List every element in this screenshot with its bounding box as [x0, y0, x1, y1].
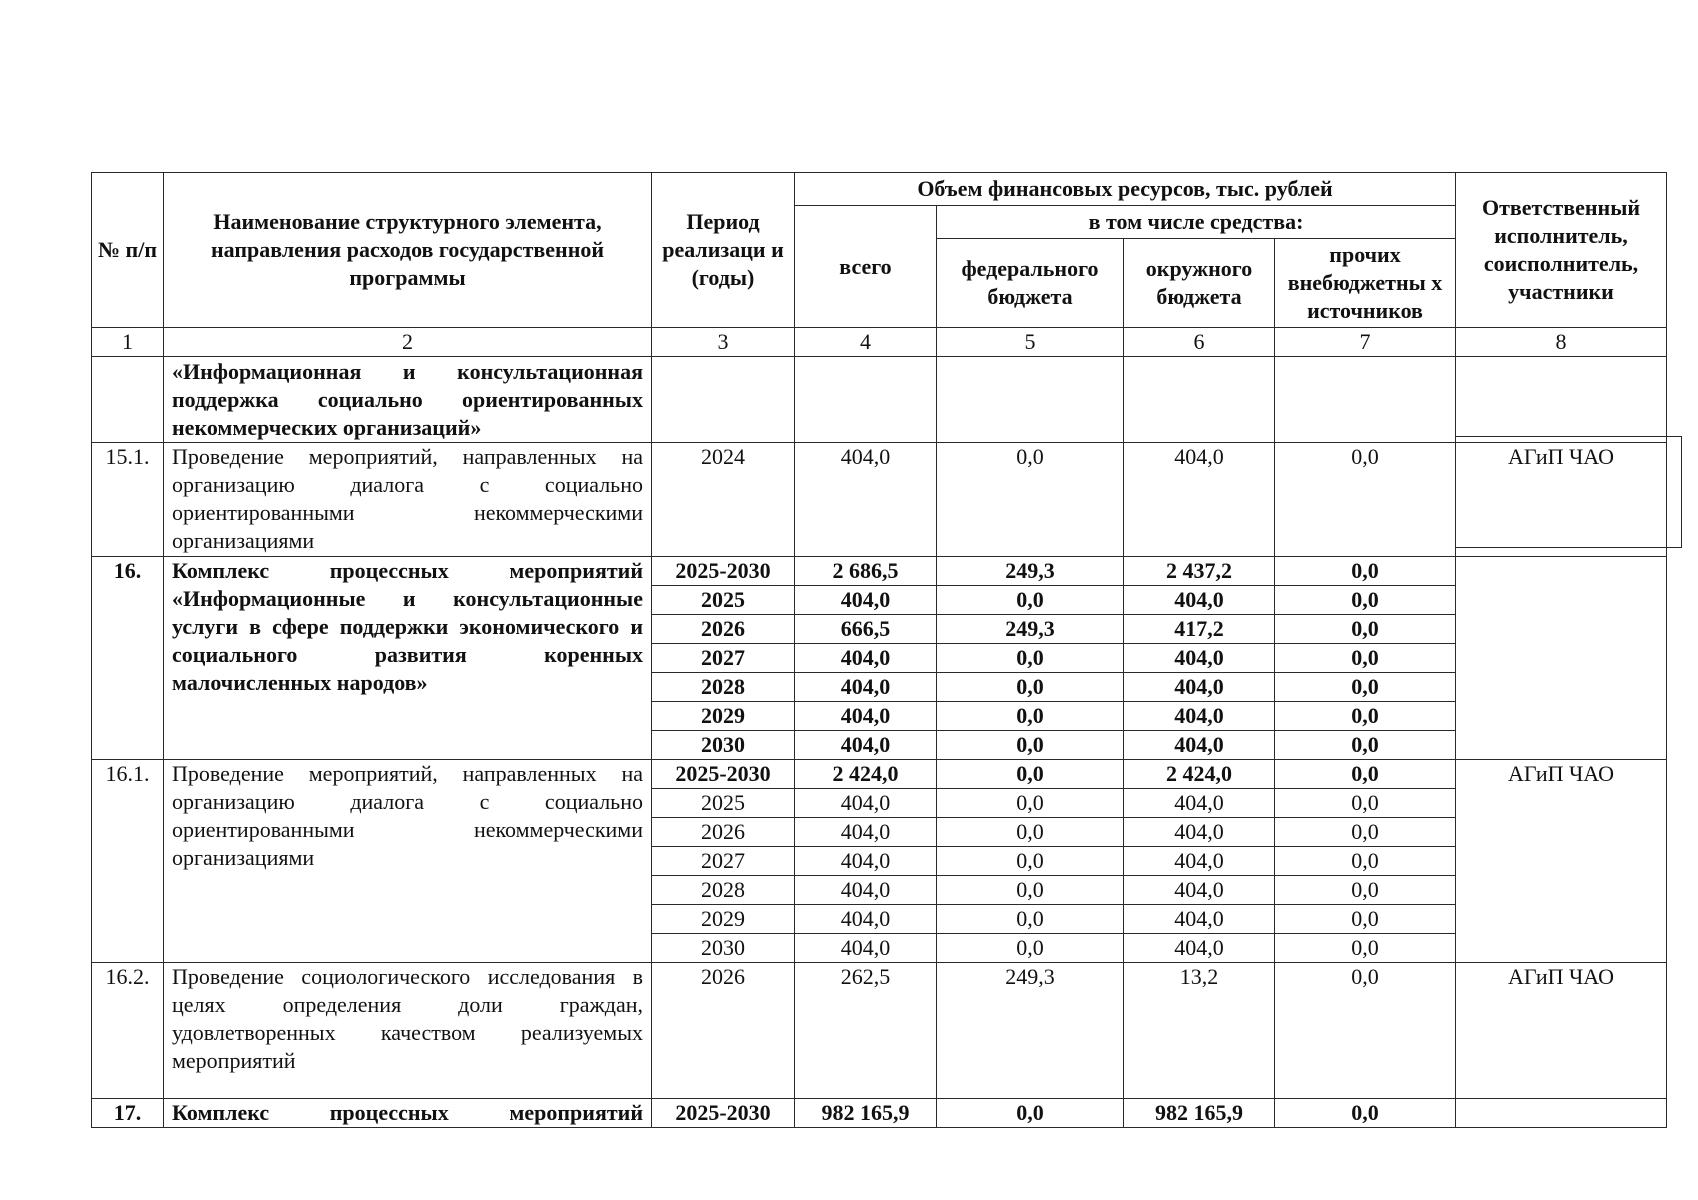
period-cell: 2025-2030	[652, 760, 795, 789]
measure-name: Проведение социологического исследования в целях определения доли граждан, удовлетворенных качеством реализуемых мероприятий	[164, 963, 652, 1099]
row-number: 17.	[92, 1099, 164, 1128]
responsible-cell: АГиП ЧАО	[1456, 443, 1667, 557]
period-cell: 2025-2030	[652, 1099, 795, 1128]
program-title: «Информационная и консультационная поддержка социально ориентированных некоммерческих организаций»	[164, 357, 652, 443]
okrug-cell: 2 437,2	[1124, 557, 1275, 586]
table-row	[92, 1099, 1667, 1128]
okrug-cell: 404,0	[1124, 644, 1275, 673]
federal-cell: 249,3	[937, 615, 1124, 644]
okrug-cell: 982 165,9	[1124, 1099, 1275, 1128]
federal-cell: 249,3	[937, 557, 1124, 586]
column-number: 1	[92, 328, 164, 357]
okrug-cell: 404,0	[1124, 876, 1275, 905]
table-row	[92, 443, 1667, 557]
row-number: 15.1.	[92, 443, 164, 557]
total-cell: 404,0	[795, 731, 937, 760]
federal-cell: 0,0	[937, 934, 1124, 963]
other-cell: 0,0	[1275, 731, 1456, 760]
responsible-cell: АГиП ЧАО	[1456, 963, 1667, 1099]
table-row	[92, 557, 1667, 586]
other-cell: 0,0	[1275, 673, 1456, 702]
period-cell: 2026	[652, 818, 795, 847]
column-number: 5	[937, 328, 1124, 357]
column-number: 6	[1124, 328, 1275, 357]
total-cell: 262,5	[795, 963, 937, 1099]
period-cell: 2030	[652, 934, 795, 963]
federal-cell: 0,0	[937, 443, 1124, 557]
total-cell: 2 424,0	[795, 760, 937, 789]
total-cell: 666,5	[795, 615, 937, 644]
budget-table	[91, 172, 1667, 1128]
federal-cell: 0,0	[937, 673, 1124, 702]
other-cell: 0,0	[1275, 702, 1456, 731]
total-cell: 404,0	[795, 876, 937, 905]
period-cell: 2030	[652, 731, 795, 760]
okrug-cell: 13,2	[1124, 963, 1275, 1099]
column-number: 8	[1456, 328, 1667, 357]
total-cell: 404,0	[795, 673, 937, 702]
table-row	[92, 760, 1667, 789]
complex-name: Комплекс процессных мероприятий	[164, 1099, 652, 1128]
other-cell: 0,0	[1275, 789, 1456, 818]
other-cell: 0,0	[1275, 847, 1456, 876]
header-period: Период реализаци и (годы)	[652, 173, 795, 328]
total-cell: 404,0	[795, 789, 937, 818]
period-cell: 2025	[652, 789, 795, 818]
other-cell: 0,0	[1275, 615, 1456, 644]
okrug-cell: 404,0	[1124, 905, 1275, 934]
total-cell: 404,0	[795, 818, 937, 847]
other-cell: 0,0	[1275, 586, 1456, 615]
period-cell: 2029	[652, 905, 795, 934]
period-cell: 2028	[652, 876, 795, 905]
row-number: 16.2.	[92, 963, 164, 1099]
period-cell: 2026	[652, 615, 795, 644]
total-cell: 404,0	[795, 586, 937, 615]
period-cell: 2027	[652, 644, 795, 673]
total-cell: 404,0	[795, 934, 937, 963]
total-cell: 2 686,5	[795, 557, 937, 586]
other-cell: 0,0	[1275, 644, 1456, 673]
column-number: 3	[652, 328, 795, 357]
federal-cell: 0,0	[937, 818, 1124, 847]
federal-cell: 0,0	[937, 586, 1124, 615]
measure-name: Проведение мероприятий, направленных на организацию диалога с социально ориентированными некоммерческими организациями	[164, 760, 652, 963]
other-cell: 0,0	[1275, 443, 1456, 557]
period-cell: 2025	[652, 586, 795, 615]
header-including: в том числе средства:	[937, 206, 1456, 239]
header-responsible: Ответственный исполнитель, соисполнитель, участники	[1456, 173, 1667, 328]
period-cell: 2028	[652, 673, 795, 702]
header-num: № п/п	[92, 173, 164, 328]
column-numbers-row	[92, 328, 1667, 357]
period-cell: 2027	[652, 847, 795, 876]
column-number: 4	[795, 328, 937, 357]
total-cell: 404,0	[795, 443, 937, 557]
federal-cell: 249,3	[937, 963, 1124, 1099]
okrug-cell: 404,0	[1124, 443, 1275, 557]
other-cell: 0,0	[1275, 905, 1456, 934]
measure-name: Проведение мероприятий, направленных на организацию диалога с социально ориентированными некоммерческими организациями	[164, 443, 652, 557]
okrug-cell: 404,0	[1124, 789, 1275, 818]
table-row	[92, 963, 1667, 1099]
federal-cell: 0,0	[937, 1099, 1124, 1128]
okrug-cell: 404,0	[1124, 673, 1275, 702]
total-cell: 982 165,9	[795, 1099, 937, 1128]
total-cell: 404,0	[795, 702, 937, 731]
federal-cell: 0,0	[937, 760, 1124, 789]
total-cell: 404,0	[795, 644, 937, 673]
period-cell: 2026	[652, 963, 795, 1099]
header-name: Наименование структурного элемента, направления расходов государственной программы	[164, 173, 652, 328]
federal-cell: 0,0	[937, 876, 1124, 905]
total-cell: 404,0	[795, 847, 937, 876]
complex-name: Комплекс процессных мероприятий «Информационные и консультационные услуги в сфере поддержки экономического и социального развития коренных малочисленных народов»	[164, 557, 652, 760]
column-number: 7	[1275, 328, 1456, 357]
header-total: всего	[795, 206, 937, 328]
federal-cell: 0,0	[937, 702, 1124, 731]
other-cell: 0,0	[1275, 760, 1456, 789]
period-cell: 2024	[652, 443, 795, 557]
row-number: 16.	[92, 557, 164, 760]
header-other: прочих внебюджетны х источников	[1275, 239, 1456, 328]
okrug-cell: 404,0	[1124, 702, 1275, 731]
column-number: 2	[164, 328, 652, 357]
other-cell: 0,0	[1275, 1099, 1456, 1128]
other-cell: 0,0	[1275, 557, 1456, 586]
okrug-cell: 404,0	[1124, 586, 1275, 615]
okrug-cell: 404,0	[1124, 818, 1275, 847]
total-cell: 404,0	[795, 905, 937, 934]
okrug-cell: 404,0	[1124, 934, 1275, 963]
other-cell: 0,0	[1275, 876, 1456, 905]
federal-cell: 0,0	[937, 731, 1124, 760]
federal-cell: 0,0	[937, 847, 1124, 876]
other-cell: 0,0	[1275, 934, 1456, 963]
federal-cell: 0,0	[937, 644, 1124, 673]
okrug-cell: 404,0	[1124, 847, 1275, 876]
federal-cell: 0,0	[937, 905, 1124, 934]
floating-border-box	[1455, 436, 1682, 548]
period-cell: 2025-2030	[652, 557, 795, 586]
header-volume: Объем финансовых ресурсов, тыс. рублей	[795, 173, 1456, 206]
okrug-cell: 2 424,0	[1124, 760, 1275, 789]
other-cell: 0,0	[1275, 818, 1456, 847]
okrug-cell: 404,0	[1124, 731, 1275, 760]
header-okrug: окружного бюджета	[1124, 239, 1275, 328]
header-federal: федерального бюджета	[937, 239, 1124, 328]
table-row	[92, 357, 1667, 443]
row-number: 16.1.	[92, 760, 164, 963]
okrug-cell: 417,2	[1124, 615, 1275, 644]
period-cell: 2029	[652, 702, 795, 731]
responsible-cell: АГиП ЧАО	[1456, 760, 1667, 963]
other-cell: 0,0	[1275, 963, 1456, 1099]
federal-cell: 0,0	[937, 789, 1124, 818]
